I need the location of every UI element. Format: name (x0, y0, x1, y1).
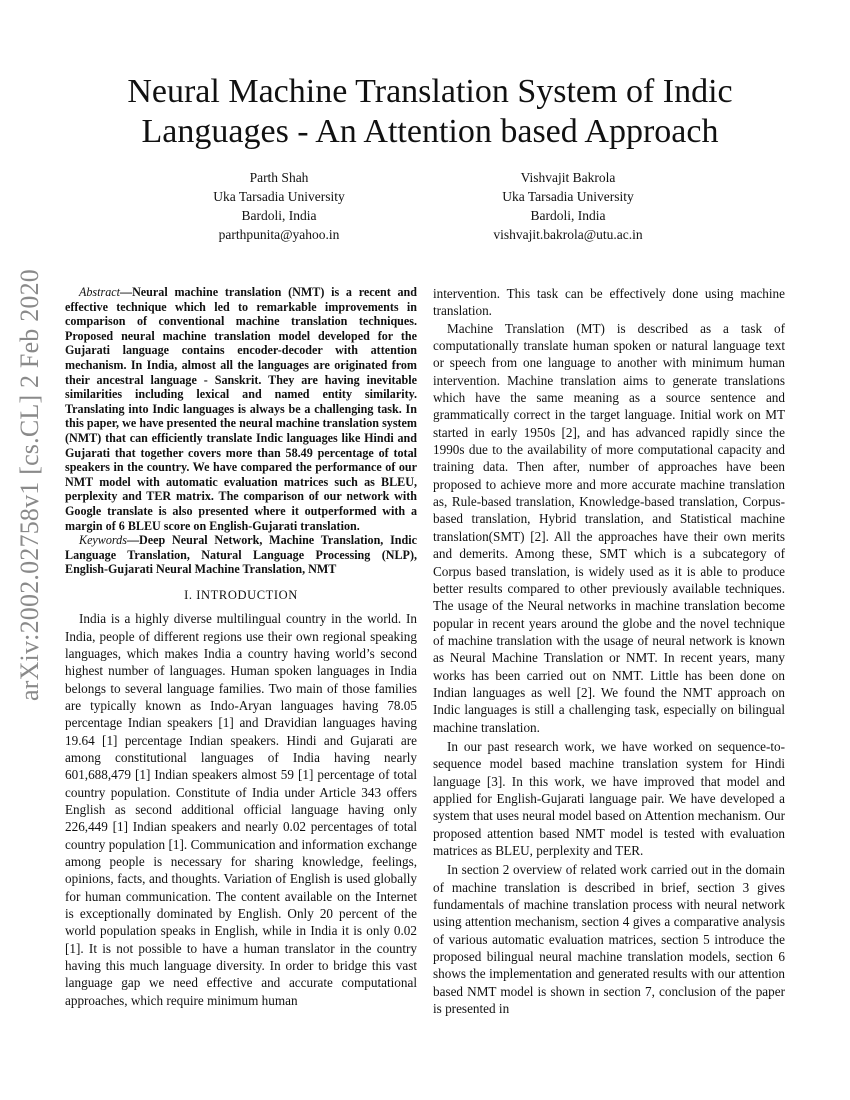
body-paragraph: In section 2 overview of related work carried out in the domain of machine translation is described in brief, section 3 gives fundamentals of machine translation process with neural network using attention mechanism, section 4 gives a comparative analysis of various automatic evaluation matrices, section 5 introduce the proposed bilingual neural machine translation models, section 6 shows the implementation and generated results with our attention based NMT model is shown in section 7, conclusion of the paper is presented in (433, 862, 785, 1017)
left-column (65, 285, 417, 1009)
arxiv-identifier: arXiv:2002.02758v1 [cs.CL] 2 Feb 2020 (15, 268, 44, 702)
keywords-text: —Deep Neural Network, Machine Translation, Indic Language Translation, Natural Language Processing (NLP), English-Gujarati Neural Machine Translation, NMT (65, 533, 417, 577)
body-paragraph: intervention. This task can be effectively done using machine translation. (433, 286, 785, 319)
body-paragraph: India is a highly diverse multilingual country in the world. In India, people of different regions use their own regional speaking languages, which makes India a country having world’s second highest number of languages. Human spoken languages in India belongs to several language families. Two main of those families are typically known as Indo-Aryan languages having 78.05 percentage Indian speakers [1] and Dravidian languages having 19.64 [1] percentage Indian speakers. Hindi and Gujarati are among constitutional languages of India having nearly 601,688,479 [1] Indian speakers almost 59 [1] percentage of total country population. Constitute of India under Article 343 offers English as second additional official language having only 226,449 [1] Indian speakers and nearly 0.02 percentages of total country population [1]. Communication and information exchange among people is necessary for sharing knowledge, feelings, opinions, facts, and thoughts. Variation of English is used globally for human communication. The content available on the Internet is exceptionally dominated by English. Only 20 percent of the world population speaks in English, while in India it is only 0.02 [1]. It is not possible to have a human translator in the country having this much language diversity. In order to bridge this vast language gap we need effective and accurate computational approaches, which require minimum human (65, 611, 417, 1008)
author-affiliation: Uka Tarsadia University (502, 189, 634, 204)
abstract-label: Abstract (79, 285, 120, 299)
keywords (65, 533, 417, 577)
keywords-label: Keywords (79, 533, 127, 548)
paper-title: Neural Machine Translation System of Indic Languages - An Attention based Approach (127, 73, 733, 150)
body-paragraph: Machine Translation (MT) is described as a task of computationally translate human spoken or natural language text or speech from one language to another with minimum human intervention. Machine translation aims to generate translations which have the same meaning as a source sentence and grammatically correct in the target language. Initial work on MT started in early 1950s [2], and has advanced rapidly since the 1990s due to the availability of more computational capacity and training data. Then after, number of approaches have been proposed to achieve more and more accurate machine translation as, Rule-based translation, Knowledge-based translation, Corpus-based translation, Hybrid translation, and Statistical machine translation(SMT) [2]. All the approaches have their own merits and demerits. Among these, SMT which is a subcategory of Corpus based translation, is widely used as it is able to produce better results compared to other previously available techniques. The usage of the Neural networks in machine translation become popular in recent years around the globe and the novel technique of machine translation with the usage of neural network is known as Neural Machine Translation or NMT. In recent years, many works has been carried out on NMT. Little has been done on Indian languages as well [2]. We found the NMT approach on Indic languages is still a challenging task, especially on bilingual machine translation. (433, 320, 785, 735)
author-affiliation: Uka Tarsadia University (213, 189, 345, 204)
author-block-2 (453, 168, 683, 244)
body-paragraph: In our past research work, we have worked on sequence-to-sequence model based machine translation system for Hindi language [3]. In this work, we have improved that model and applied for English-Gujarati language pair. We have developed a system that uses neural model based on Attention mechanism. Our proposed attention based NMT model is tested with evaluation matrices as BLEU, perplexity and TER. (433, 738, 785, 858)
arxiv-side-stamp (2, 268, 58, 702)
author-location: Bardoli, India (241, 208, 317, 223)
author-name: Vishvajit Bakrola (520, 170, 616, 185)
section-heading-introduction: I. INTRODUCTION (184, 587, 298, 602)
author-location: Bardoli, India (530, 208, 606, 223)
author-email: vishvajit.bakrola@utu.ac.in (493, 227, 643, 242)
author-name: Parth Shah (249, 170, 309, 185)
right-column (433, 285, 785, 1017)
abstract (65, 285, 417, 533)
abstract-text: —Neural machine translation (NMT) is a recent and effective technique which led to remarkable improvements in comparison of conventional machine translation techniques. Proposed neural machine translation model developed for the Gujarati language contains encoder-decoder with attention mechanism. In India, almost all the languages are originated from their ancestral language - Sanskrit. They are having inevitable similarities including lexical and named entity similarity. Translating into Indic languages is always be a challenging task. In this paper, we have presented the neural machine translation system (NMT) that can efficiently translate Indic languages like Hindi and Gujarati that together covers more than 58.49 percentage of total speakers in the country. We have compared the performance of our NMT model with automatic evaluation matrices such as BLEU, perplexity and TER matrix. The comparison of our network with Google translate is also presented where it outperformed with a margin of 6 BLEU score on English-Gujarati translation. (65, 285, 417, 533)
author-block-1 (164, 168, 394, 244)
author-email: parthpunita@yahoo.in (218, 227, 340, 242)
